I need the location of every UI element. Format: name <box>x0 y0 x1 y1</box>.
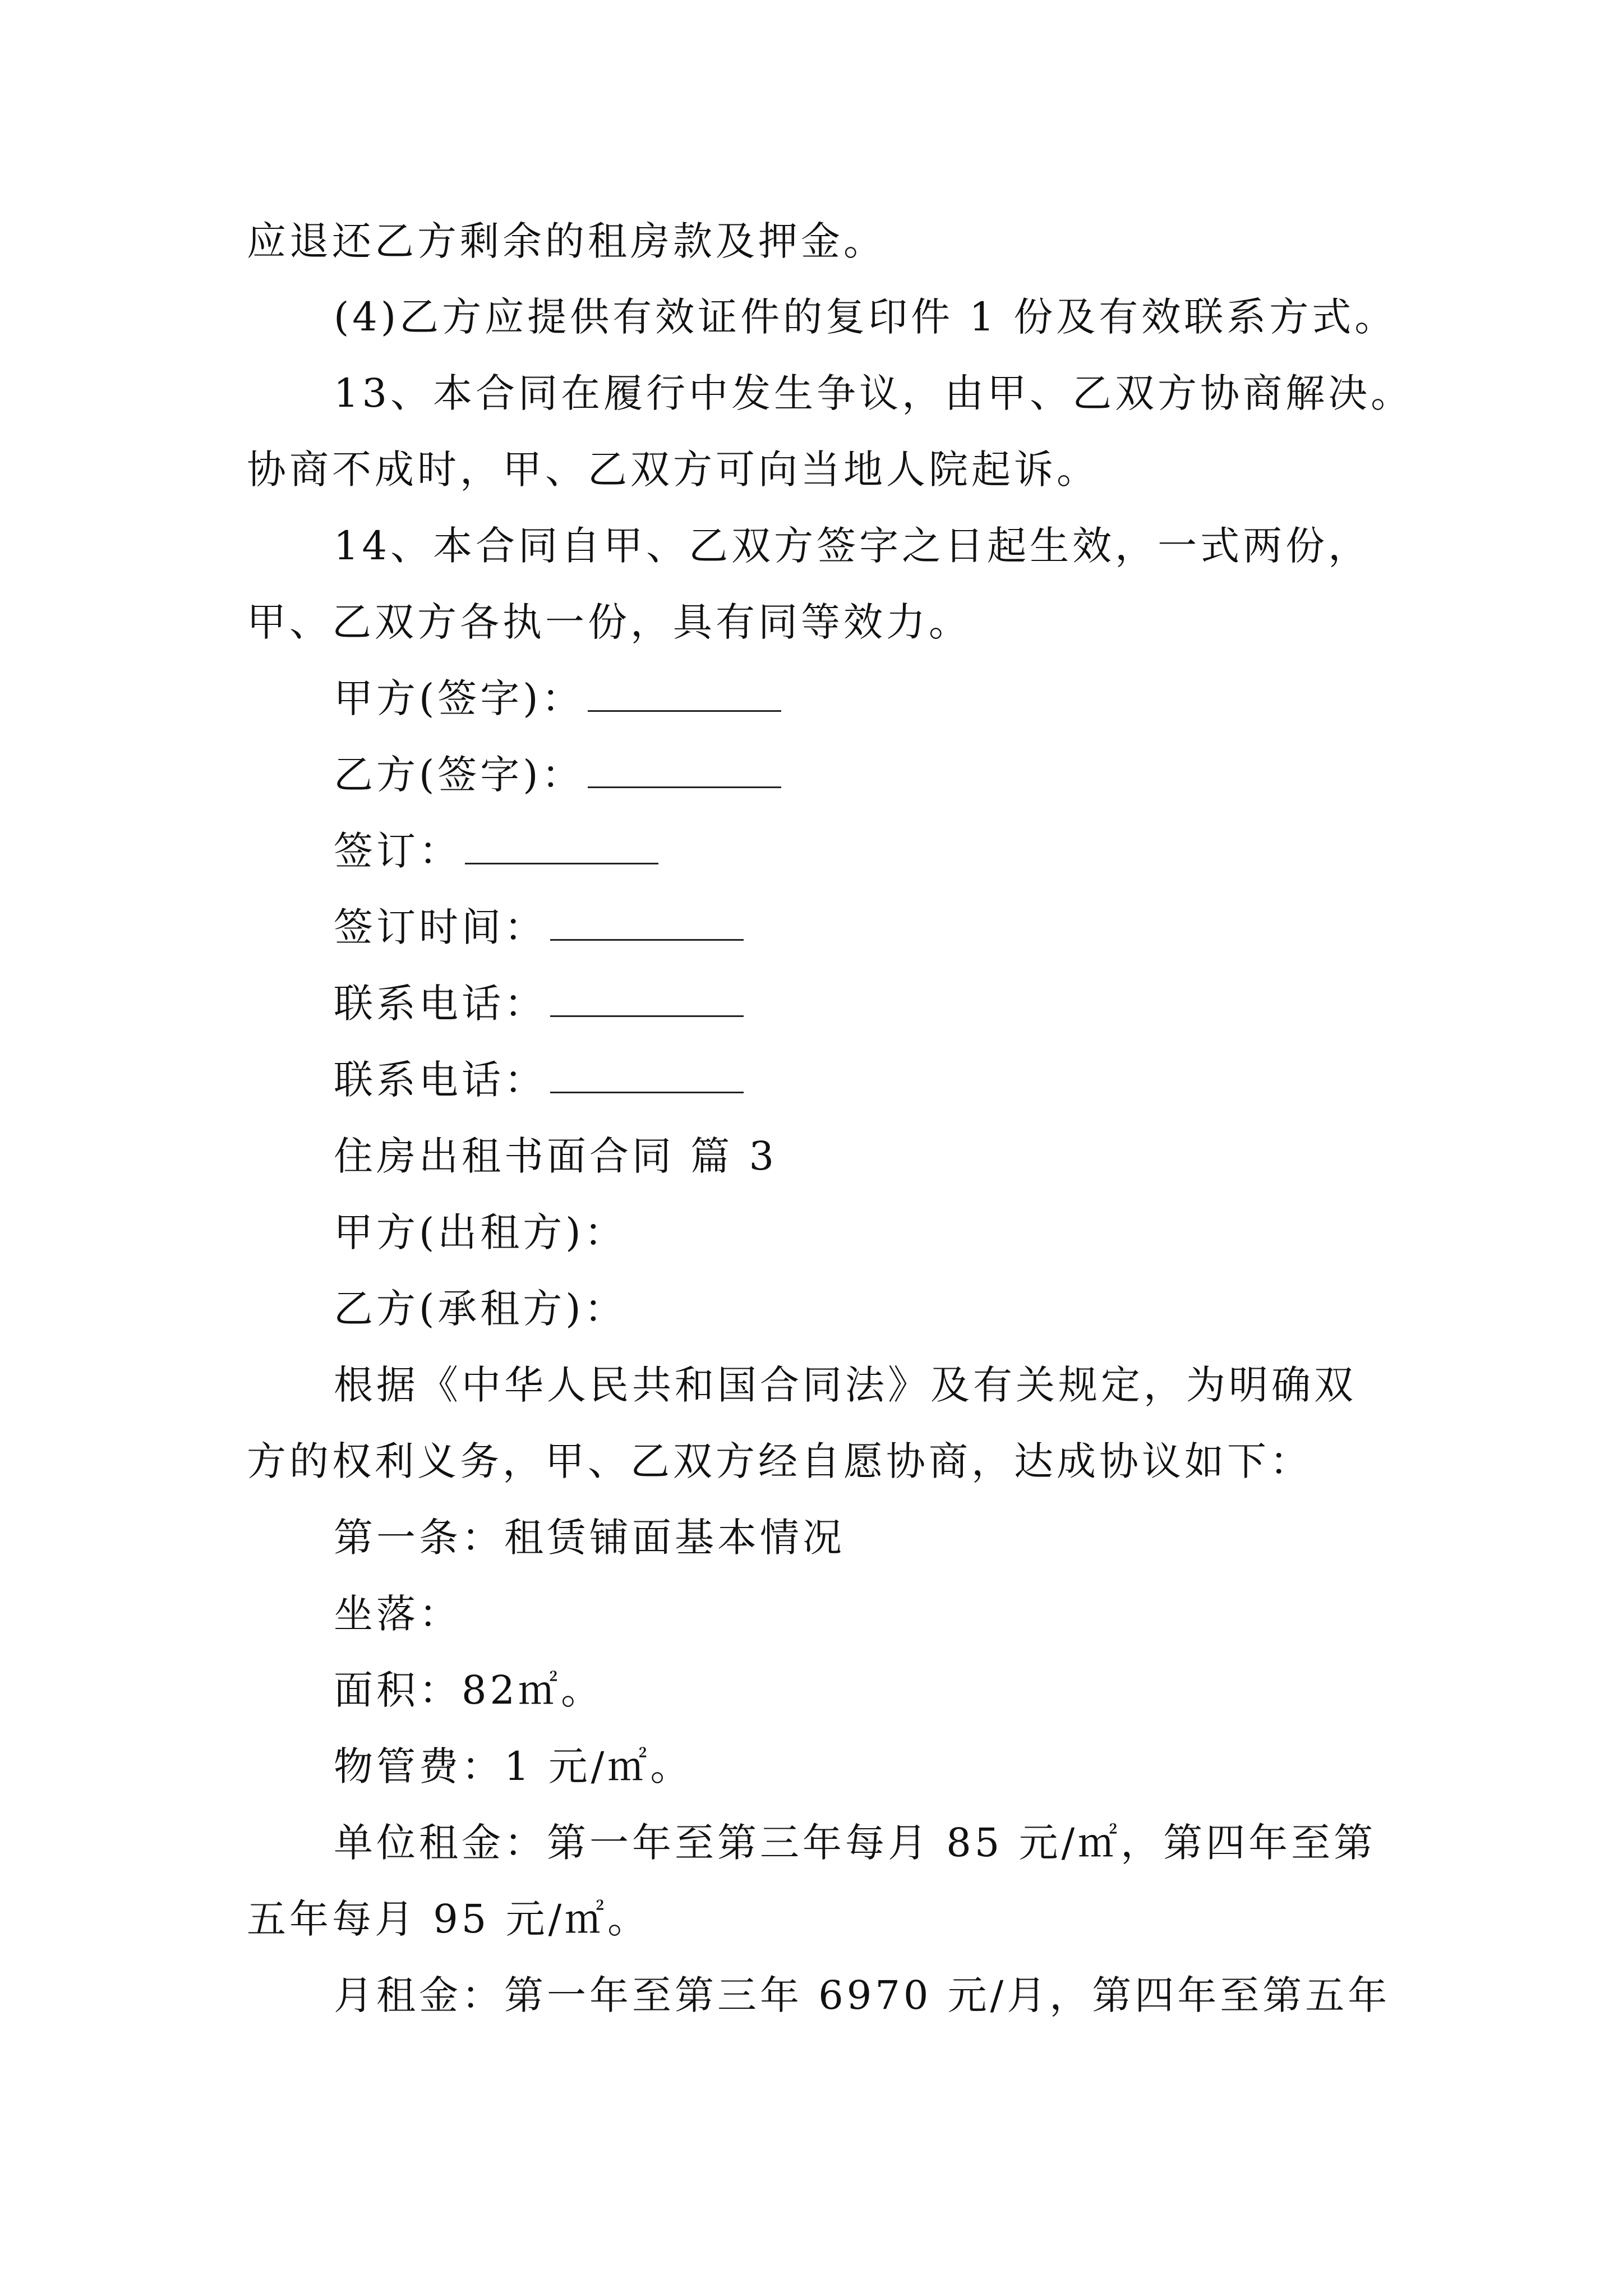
signing-line <box>334 828 658 874</box>
line-text: 根据《中华人民共和国合同法》及有关规定，为明确双 <box>334 1362 1357 1408</box>
line-text: 13、本合同在履行中发生争议，由甲、乙双方协商解决。 <box>334 370 1414 416</box>
text-line <box>334 1743 693 1789</box>
text-line <box>334 370 1414 416</box>
signature-line-party-a <box>334 675 781 721</box>
phone-line <box>334 981 744 1027</box>
fill-in-blank <box>588 708 781 712</box>
line-text: 协商不成时，甲、乙双方可向当地人院起诉。 <box>247 447 1099 493</box>
line-text: 坐落： <box>334 1591 462 1637</box>
text-line <box>334 1515 845 1561</box>
line-text: 应退还乙方剩余的租房款及押金。 <box>247 218 886 264</box>
line-text: 月租金：第一年至第三年 6970 元/月，第四年至第五年 <box>334 1972 1391 2018</box>
text-line <box>334 523 1371 569</box>
line-text: 签订时间： <box>334 904 547 950</box>
text-line <box>247 599 971 645</box>
text-line <box>334 1667 604 1713</box>
line-text: 方的权利义务，甲、乙双方经自愿协商，达成协议如下： <box>247 1438 1312 1484</box>
fill-in-blank <box>465 861 658 864</box>
signature-line-party-b <box>334 752 781 798</box>
text-line <box>334 1972 1391 2018</box>
text-line <box>334 294 1398 340</box>
text-line <box>247 1896 651 1942</box>
line-text: 甲方(出租方)： <box>334 1209 627 1255</box>
line-text: 乙方(承租方)： <box>334 1286 627 1332</box>
text-line <box>334 1362 1357 1408</box>
line-text: 面积：82㎡。 <box>334 1667 604 1713</box>
line-text: 第一条：租赁铺面基本情况 <box>334 1515 845 1561</box>
fill-in-blank <box>550 1013 744 1017</box>
line-text: (4)乙方应提供有效证件的复印件 1 份及有效联系方式。 <box>334 294 1398 340</box>
line-text: 联系电话： <box>334 981 547 1027</box>
line-text: 乙方(签字)： <box>334 752 584 798</box>
text-line <box>247 218 886 264</box>
signing-date-line <box>334 904 744 950</box>
fill-in-blank <box>550 1089 744 1093</box>
text-line <box>334 1286 627 1332</box>
line-text: 单位租金：第一年至第三年每月 85 元/㎡，第四年至第 <box>334 1820 1377 1866</box>
text-line <box>334 1820 1377 1866</box>
line-text: 物管费：1 元/㎡。 <box>334 1743 693 1789</box>
phone-line <box>334 1057 744 1103</box>
line-text: 五年每月 95 元/㎡。 <box>247 1896 651 1942</box>
fill-in-blank <box>550 937 744 941</box>
text-line <box>334 1591 462 1637</box>
text-line <box>247 447 1099 493</box>
line-text: 甲、乙双方各执一份，具有同等效力。 <box>247 599 971 645</box>
line-text: 签订： <box>334 828 462 874</box>
text-line <box>334 1209 627 1255</box>
fill-in-blank <box>588 784 781 788</box>
line-text: 住房出租书面合同 篇 3 <box>334 1133 778 1179</box>
line-text: 甲方(签字)： <box>334 675 584 721</box>
line-text: 联系电话： <box>334 1057 547 1103</box>
text-line <box>247 1438 1312 1484</box>
section-heading <box>334 1133 778 1179</box>
line-text: 14、本合同自甲、乙双方签字之日起生效，一式两份， <box>334 523 1371 569</box>
